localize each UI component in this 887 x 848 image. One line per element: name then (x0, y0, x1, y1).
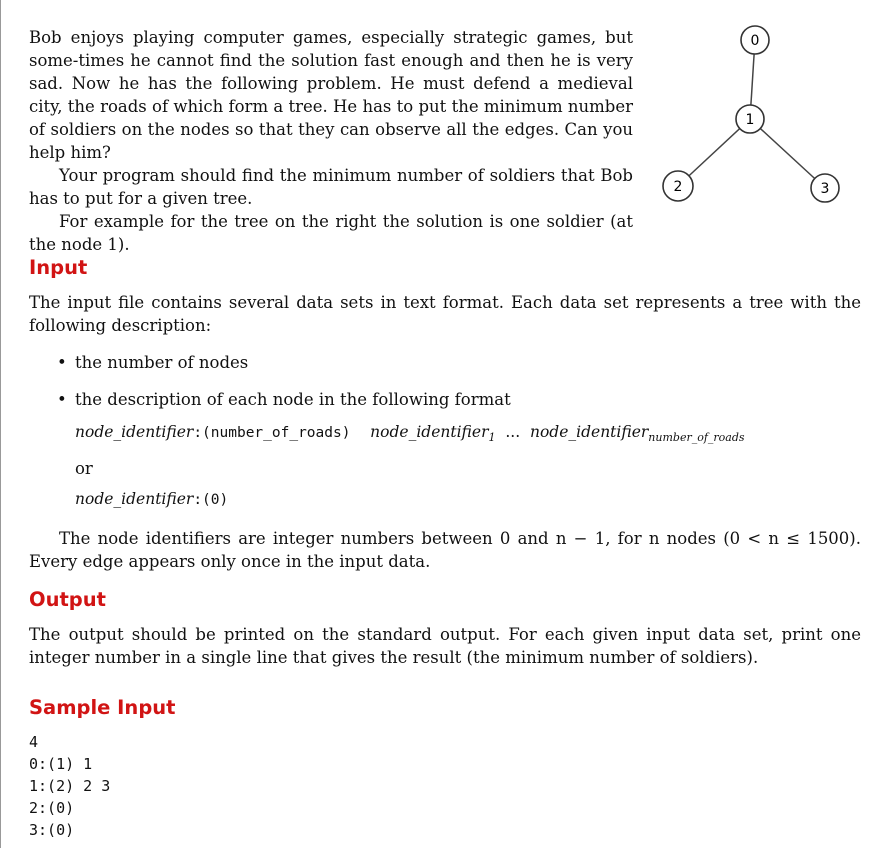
sample-line: 2:(0) (29, 799, 75, 817)
format-subscript-n: number_of_roads (648, 431, 745, 445)
node-1 (736, 105, 764, 133)
input-section (29, 256, 861, 573)
input-paragraph-2: The node identifiers are integer numbers between 0 and n − 1, for n nodes (0 < n ≤ 1500). Every edge appears only once in the input data. (29, 529, 861, 572)
format-colon: : (193, 425, 203, 441)
format-node-identifier-n: node_identifier (529, 423, 649, 441)
format-ellipsis: ... (505, 423, 521, 441)
sample-input-section (29, 696, 861, 841)
format-node-identifier: node_identifier (75, 423, 194, 441)
intro-paragraph-2: Your program should find the minimum number of soldiers that Bob has to put for a given tree. (29, 166, 633, 208)
intro-paragraph-1: Bob enjoys playing computer games, especially strategic games, but some-times he cannot find the solution fast enough and then he is very sad. Now he has the following problem. He must defend a medieval city, the roads of which form a tree. He has to put the minimum number of soldiers on the nodes so that they can observe all the edges. Can you help him? (29, 28, 633, 162)
svg-text:2: 2 (673, 179, 683, 195)
input-heading: Input (29, 256, 88, 279)
format-subscript-1: 1 (488, 431, 496, 445)
svg-text:1: 1 (745, 112, 755, 128)
sample-input-block (29, 731, 861, 841)
bullet-dot-icon: • (57, 353, 67, 372)
sample-line: 4 (29, 733, 39, 751)
problem-statement (29, 26, 633, 256)
bullet-item-2-text: the description of each node in the following format (75, 390, 511, 409)
bullet-item-2 (29, 388, 861, 411)
bullet-dot-icon: • (57, 390, 67, 409)
format-line-2 (29, 488, 861, 512)
bullet-item-1 (29, 351, 861, 374)
edge-1-3 (750, 119, 825, 188)
format-zero-roads: :(0) (193, 492, 229, 509)
svg-text:0: 0 (750, 33, 760, 49)
format-line-1 (29, 421, 861, 449)
format-number-of-roads: (number_of_roads) (202, 425, 351, 441)
sample-line: 1:(2) 2 3 (29, 777, 111, 795)
svg-text:3: 3 (820, 181, 830, 197)
format-or: or (75, 459, 93, 479)
left-border (0, 0, 1, 848)
node-0 (741, 26, 769, 54)
sample-input-heading: Sample Input (29, 696, 176, 719)
input-bullet-list (29, 351, 861, 411)
node-2 (663, 171, 693, 201)
sample-line: 0:(1) 1 (29, 755, 93, 773)
output-section (29, 588, 861, 669)
node-3 (811, 174, 839, 202)
format-node-identifier: node_identifier (75, 490, 194, 509)
output-heading: Output (29, 588, 106, 611)
sample-line: 3:(0) (29, 821, 75, 839)
input-paragraph-1: The input file contains several data sets in text format. Each data set represents a tree with the following description: (29, 293, 861, 335)
format-node-identifier-1: node_identifier (370, 423, 489, 441)
output-paragraph: The output should be printed on the standard output. For each given input data set, print one integer number in a single line that gives the result (the minimum number of soldiers). (29, 625, 861, 667)
intro-paragraph-3: For example for the tree on the right the solution is one soldier (at the node 1). (29, 212, 633, 254)
tree-figure (658, 18, 858, 218)
bullet-item-1-text: the number of nodes (75, 353, 249, 372)
